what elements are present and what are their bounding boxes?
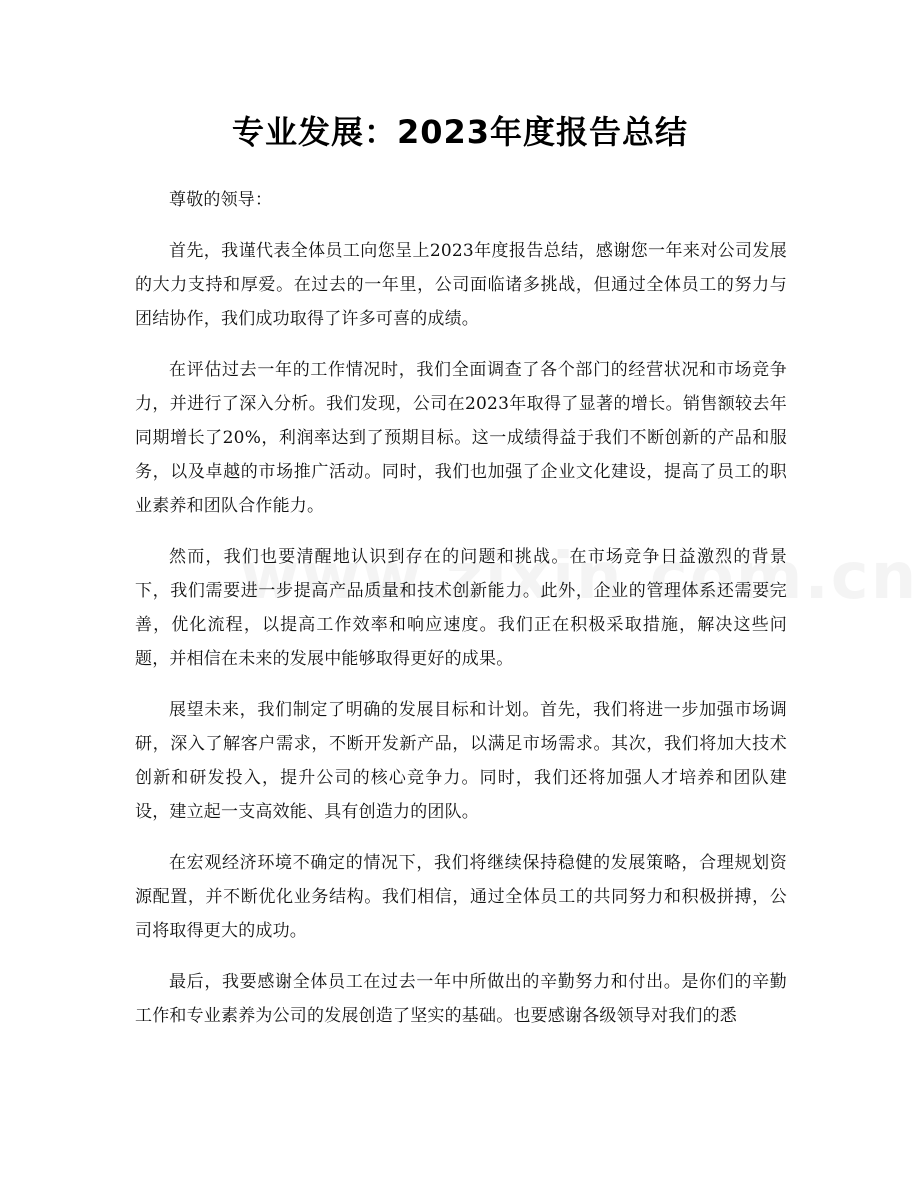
paragraph-4: 展望未来，我们制定了明确的发展目标和计划。首先，我们将进一步加强市场调研，深入了解客户需求，不断开发新产品，以满足市场需求。其次，我们将加大技术创新和研发投入，提升公司的核心竞争力。同时，我们还将加强人才培养和团队建设，建立起一支高效能、具有创造力的团队。 [135, 700, 787, 822]
salutation: 尊敬的领导： [169, 190, 273, 210]
page-title: 专业发展：2023年度报告总结 [231, 113, 689, 151]
paragraph-3: 然而，我们也要清醒地认识到存在的问题和挑战。在市场竞争日益激烈的背景下，我们需要进一步提高产品质量和技术创新能力。此外，企业的管理体系还需要完善，优化流程，以提高工作效率和响应速度。我们正在积极采取措施，解决这些问题，并相信在未来的发展中能够取得更好的成果。 [135, 547, 787, 669]
paragraph-1: 首先，我谨代表全体员工向您呈上2023年度报告总结，感谢您一年来对公司发展的大力支持和厚爱。在过去的一年里，公司面临诸多挑战，但通过全体员工的努力与团结协作，我们成功取得了许多可喜的成绩。 [135, 241, 787, 329]
paragraph-5: 在宏观经济环境不确定的情况下，我们将继续保持稳健的发展策略，合理规划资源配置，并不断优化业务结构。我们相信，通过全体员工的共同努力和积极拼搏，公司将取得更大的成功。 [135, 853, 787, 941]
document-body [135, 183, 787, 1050]
paragraph-2: 在评估过去一年的工作情况时，我们全面调查了各个部门的经营状况和市场竞争力，并进行了深入分析。我们发现，公司在2023年取得了显著的增长。销售额较去年同期增长了20%，利润率达到了预期目标。这一成绩得益于我们不断创新的产品和服务，以及卓越的市场推广活动。同时，我们也加强了企业文化建设，提高了员工的职业素养和团队合作能力。 [135, 360, 787, 516]
paragraph-6: 最后，我要感谢全体员工在过去一年中所做出的辛勤努力和付出。是你们的辛勤工作和专业素养为公司的发展创造了坚实的基础。也要感谢各级领导对我们的悉 [135, 972, 787, 1026]
